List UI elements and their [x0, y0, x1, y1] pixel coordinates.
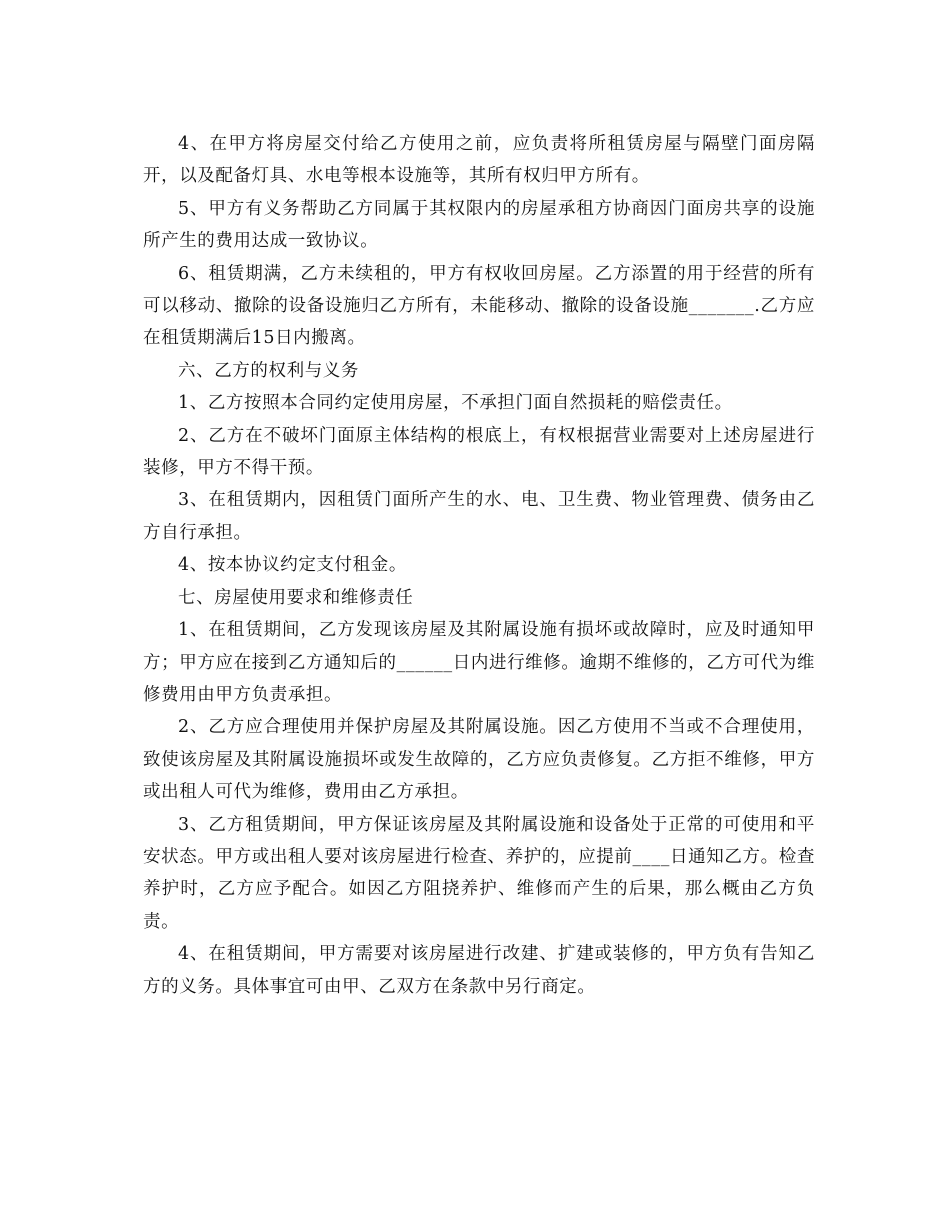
- clause-6-1: 1、乙方按照本合同约定使用房屋，不承担门面自然损耗的赔偿责任。: [178, 393, 733, 414]
- clause-7-2: 2、乙方应合理使用并保护房屋及其附属设施。因乙方使用不当或不合理使用，致使该房屋及其附属设施损坏或发生故障的，乙方应负责修复。乙方拒不维修，甲方或出租人可代为维修，费用由乙方承担。: [143, 717, 815, 803]
- clause-5-5: 5、甲方有义务帮助乙方同属于其权限内的房屋承租方协商因门面房共享的设施所产生的费用达成一致协议。: [143, 198, 815, 252]
- section-heading-6: 六、乙方的权利与义务: [178, 360, 359, 381]
- clause-6-2: 2、乙方在不破坏门面原主体结构的根底上，有权根据营业需要对上述房屋进行装修，甲方不得干预。: [143, 425, 815, 479]
- clause-7-4: 4、在租赁期间，甲方需要对该房屋进行改建、扩建或装修的，甲方负有告知乙方的义务。具体事宜可由甲、乙双方在条款中另行商定。: [143, 944, 815, 997]
- clause-7-3: 3、乙方租赁期间，甲方保证该房屋及其附属设施和设备处于正常的可使用和平安状态。甲方或出租人要对该房屋进行检查、养护的，应提前____日通知乙方。检查养护时，乙方应予配合。如因乙方阻挠养护、维修而产生的后果，那么概由乙方负责。: [143, 814, 815, 932]
- clause-7-1: 1、在租赁期间，乙方发现该房屋及其附属设施有损坏或故障时，应及时通知甲方；甲方应在接到乙方通知后的______日内进行维修。逾期不维修的，乙方可代为维修费用由甲方负责承担。: [143, 620, 815, 705]
- clause-6-3: 3、在租赁期内，因租赁门面所产生的水、电、卫生费、物业管理费、债务由乙方自行承担。: [143, 490, 815, 543]
- document-body: [143, 128, 815, 1003]
- clause-5-6: 6、租赁期满，乙方未续租的，甲方有权收回房屋。乙方添置的用于经营的所有可以移动、撤除的设备设施归乙方所有，未能移动、撤除的设备设施_______.乙方应在租赁期满后15日内搬离。: [143, 263, 815, 349]
- clause-6-4: 4、按本协议约定支付租金。: [178, 555, 407, 576]
- clause-5-4: 4、在甲方将房屋交付给乙方使用之前，应负责将所租赁房屋与隔壁门面房隔开，以及配备灯具、水电等根本设施等，其所有权归甲方所有。: [143, 134, 815, 187]
- section-heading-7: 七、房屋使用要求和维修责任: [178, 587, 414, 608]
